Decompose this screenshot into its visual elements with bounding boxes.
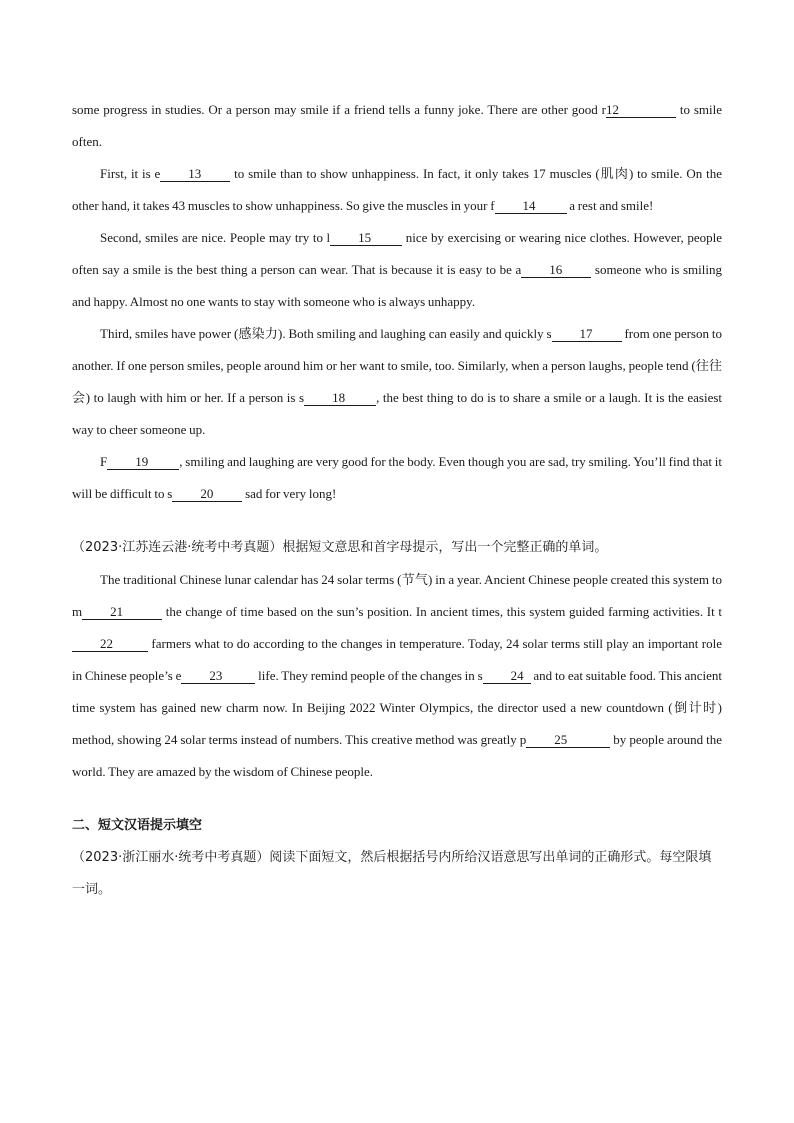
- passage1-paragraph-4: F 19 , smiling and laughing are very good for the body. Even though you are sad, try smiling. You’ll find that it will be difficult to s 20 sad for very long!: [72, 454, 722, 501]
- blank-17[interactable]: 17: [552, 326, 622, 342]
- blank-23[interactable]: 23: [181, 668, 255, 684]
- blank-12[interactable]: 12: [606, 102, 676, 118]
- passage1-paragraph-1: First, it is e 13 to smile than to show unhappiness. In fact, it only takes 17 muscles (肌肉) to smile. On the other hand, it takes 43 muscles to show unhappiness. So give the muscles in your f 14 a rest and smile!: [72, 166, 722, 213]
- passage2-paragraph: The traditional Chinese lunar calendar has 24 solar terms (节气) in a year. Ancient Chinese people created this system to m 21 the change of time based on the sun’s position. In ancient times, this system guided farming activities. It t22 farmers what to do according to the changes in temperature. Today, 24 solar terms still play an important role in Chinese people’s e 23 life. They remind people of the changes in s 24 and to eat suitable food. This ancient time system has gained new charm now. In Beijing 2022 Winter Olympics, the director used a new countdown (倒计时) method, showing 24 solar terms instead of numbers. This creative method was greatly p 25 by people around the world. They are amazed by the wisdom of Chinese people.: [72, 572, 722, 779]
- section-heading: 二、短文汉语提示填空: [72, 818, 203, 833]
- blank-25[interactable]: 25: [526, 732, 610, 748]
- passage1-paragraph-0: some progress in studies. Or a person may smile if a friend tells a funny joke. There are other good r12 to smile often.: [72, 102, 722, 149]
- document-page: [72, 94, 722, 906]
- blank-13[interactable]: 13: [160, 166, 230, 182]
- blank-16[interactable]: 16: [521, 262, 591, 278]
- spacer: [72, 510, 722, 532]
- spacer: [72, 788, 722, 810]
- blank-15[interactable]: 15: [330, 230, 402, 246]
- blank-22[interactable]: 22: [72, 636, 148, 652]
- blank-24[interactable]: 24: [483, 668, 531, 684]
- blank-21[interactable]: 21: [82, 604, 162, 620]
- section2-instructions: （2023·浙江丽水·统考中考真题）阅读下面短文，然后根据括号内所给汉语意思写出单词的正确形式。每空限填一词。: [72, 850, 712, 897]
- passage1-paragraph-3: Third, smiles have power (感染力). Both smiling and laughing can easily and quickly s 17 from one person to another. If one person smiles, people around him or her want to smile, too. Similarly, when a person laughs, people tend (往往会) to laugh with him or her. If a person is s 18 , the best thing to do is to share a smile or a laugh. It is the easiest way to cheer someone up.: [72, 326, 723, 437]
- blank-18[interactable]: 18: [304, 390, 376, 406]
- passage1-paragraph-2: Second, smiles are nice. People may try to l 15 nice by exercising or wearing nice clothes. However, people often say a smile is the best thing a person can wear. That is because it is easy to be a 16 someone who is smiling and happy. Almost no one wants to stay with someone who is always unhappy.: [72, 230, 722, 309]
- blank-14[interactable]: 14: [495, 198, 567, 214]
- passage2-instructions: （2023·江苏连云港·统考中考真题）根据短文意思和首字母提示，写出一个完整正确的单词。: [72, 540, 608, 555]
- blank-20[interactable]: 20: [172, 486, 242, 502]
- blank-19[interactable]: 19: [107, 454, 179, 470]
